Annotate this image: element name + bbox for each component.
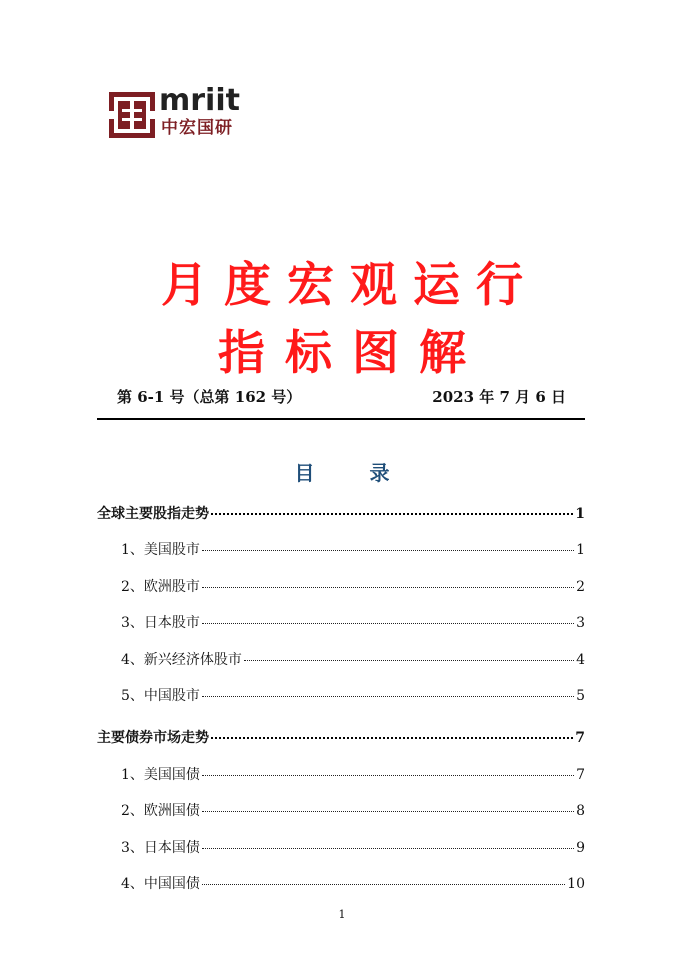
toc-page-number: 7 (576, 766, 585, 783)
mriit-logo-icon (109, 92, 155, 138)
toc-item-label: 2、欧洲股市 (121, 578, 200, 595)
toc-item-label: 2、欧洲国债 (121, 803, 200, 820)
toc-item-label: 4、新兴经济体股市 (121, 651, 242, 668)
toc-item-em-stocks[interactable] (97, 649, 585, 685)
toc-page-number: 2 (576, 578, 585, 595)
toc-page-number: 9 (576, 839, 585, 856)
toc-item-label: 4、中国国债 (121, 875, 200, 892)
toc-item-cn-stocks[interactable] (97, 685, 585, 721)
brand-name-cn: 中宏国研 (161, 118, 233, 138)
brand-logo (109, 83, 249, 144)
toc-heading: 目 录 (294, 461, 414, 485)
toc-page-number: 4 (576, 651, 585, 668)
toc-item-us-bonds[interactable] (97, 764, 585, 800)
toc-item-us-stocks[interactable] (97, 539, 585, 575)
toc-leader-dots (202, 623, 574, 624)
toc-section-label: 全球主要股指走势 (97, 506, 209, 522)
toc-leader-dots (211, 737, 573, 739)
toc-item-jp-stocks[interactable] (97, 612, 585, 648)
toc-page-number: 5 (576, 687, 585, 704)
toc-item-label: 3、日本国债 (121, 839, 200, 856)
toc-page-number: 7 (575, 730, 585, 747)
page-number: 1 (338, 908, 346, 921)
toc-leader-dots (202, 848, 574, 849)
toc-item-label: 3、日本股市 (121, 615, 200, 632)
toc-item-jp-bonds[interactable] (97, 837, 585, 873)
toc-item-eu-bonds[interactable] (97, 800, 585, 836)
toc-leader-dots (202, 696, 574, 697)
toc-leader-dots (202, 811, 574, 812)
report-title-line-2: 指标图解 (218, 326, 486, 381)
toc-item-eu-stocks[interactable] (97, 576, 585, 612)
toc-leader-dots (244, 660, 574, 661)
header-divider (97, 418, 585, 420)
toc-page-number: 1 (576, 542, 585, 559)
toc-leader-dots (202, 884, 565, 885)
issue-number: 第 6-1 号（总第 162 号） (117, 388, 302, 406)
toc-leader-dots (202, 550, 574, 551)
issue-date: 2023 年 7 月 6 日 (432, 388, 566, 406)
toc-item-label: 5、中国股市 (121, 687, 200, 704)
toc-leader-dots (202, 587, 574, 588)
toc-page-number: 10 (567, 875, 585, 892)
toc-item-label: 1、美国国债 (121, 766, 200, 783)
toc-section-label: 主要债券市场走势 (97, 730, 209, 747)
toc-leader-dots (202, 775, 574, 776)
toc-item-label: 1、美国股市 (121, 542, 200, 559)
toc-page-number: 8 (576, 803, 585, 820)
brand-name-en: mriit (159, 83, 240, 118)
table-of-contents (97, 503, 585, 909)
toc-page-number: 3 (576, 615, 585, 632)
toc-item-cn-bonds[interactable] (97, 873, 585, 909)
toc-page-number: 1 (575, 506, 585, 522)
toc-section-stocks[interactable] (97, 503, 585, 539)
toc-leader-dots (211, 513, 573, 515)
toc-section-bonds[interactable] (97, 727, 585, 763)
report-title-line-1: 月度宏观运行 (161, 258, 539, 313)
